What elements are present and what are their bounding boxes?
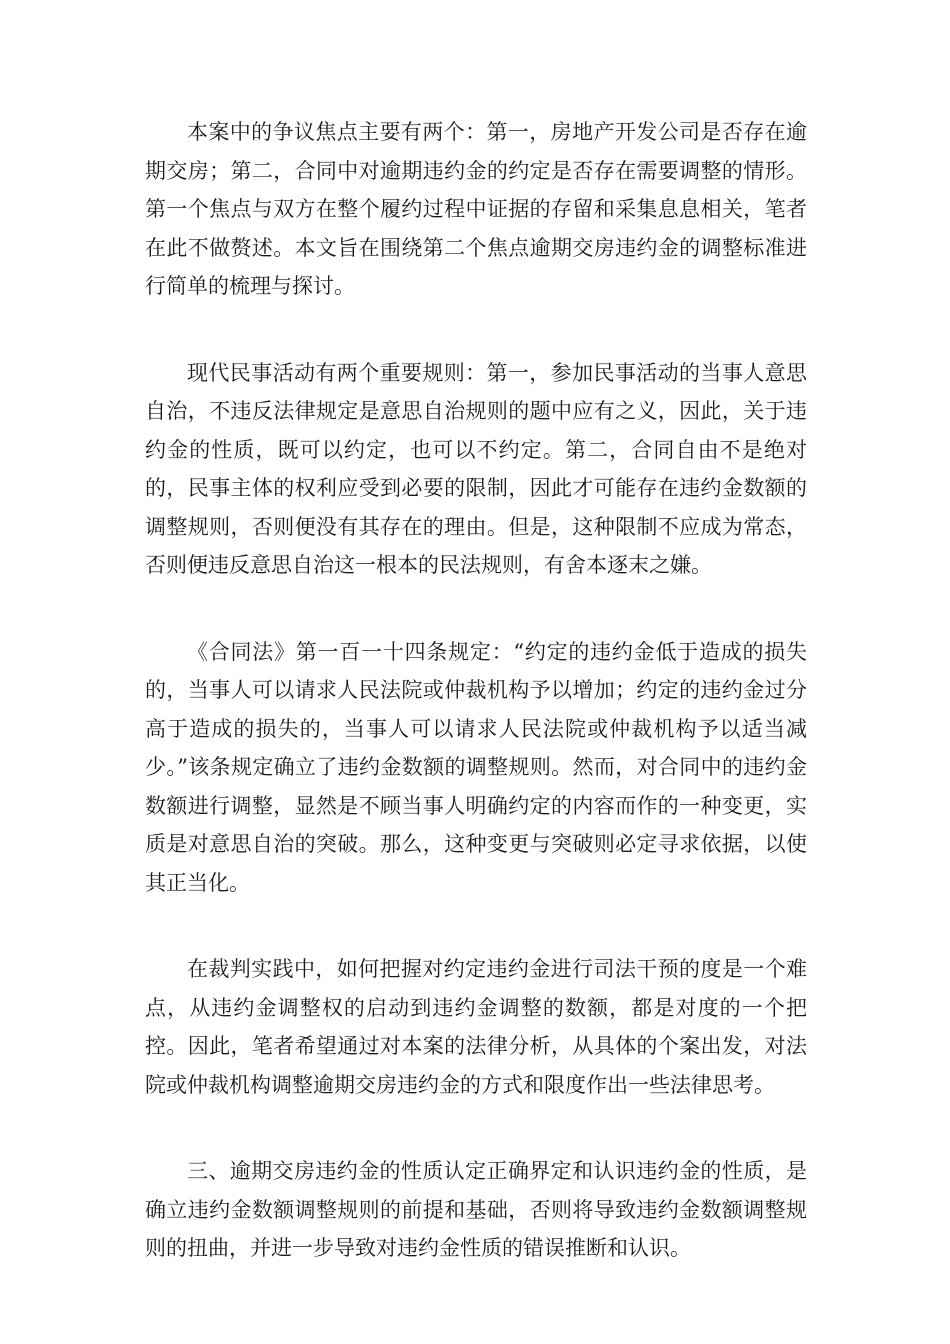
paragraph-judicial-practice: 在裁判实践中，如何把握对约定违约金进行司法干预的度是一个难点，从违约金调整权的启动到违约金调整的数额，都是对度的一个把控。因此，笔者希望通过对本案的法律分析，从具体的个案出发，对法院或仲裁机构调整逾期交房违约金的方式和限度作出一些法律思考。 <box>145 957 807 1097</box>
paragraph-contract-law-article: 《合同法》第一百一十四条规定：“约定的违约金低于造成的损失的，当事人可以请求人民法院或仲裁机构予以增加；约定的违约金过分高于造成的损失的，当事人可以请求人民法院或仲裁机构予以适当减少。”该条规定确立了违约金数额的调整规则。然而，对合同中的违约金数额进行调整，显然是不顾当事人明确约定的内容而作的一种变更，实质是对意思自治的突破。那么，这种变更与突破则必定寻求依据，以使其正当化。 <box>145 639 807 895</box>
paragraph-dispute-focus: 本案中的争议焦点主要有两个：第一，房地产开发公司是否存在逾期交房；第二，合同中对逾期违约金的约定是否存在需要调整的情形。第一个焦点与双方在整个履约过程中证据的存留和采集息息相关，笔者在此不做赘述。本文旨在围绕第二个焦点逾期交房违约金的调整标准进行简单的梳理与探讨。 <box>145 120 807 298</box>
document-page <box>145 113 807 1316</box>
paragraph-section-three: 三、逾期交房违约金的性质认定正确界定和认识违约金的性质，是确立违约金数额调整规则的前提和基础，否则将导致违约金数额调整规则的扭曲，并进一步导致对违约金性质的错误推断和认识。 <box>145 1159 807 1260</box>
paragraph-civil-rules: 现代民事活动有两个重要规则：第一，参加民事活动的当事人意思自治，不违反法律规定是意思自治规则的题中应有之义，因此，关于违约金的性质，既可以约定，也可以不约定。第二，合同自由不是绝对的，民事主体的权利应受到必要的限制，因此才可能存在违约金数额的调整规则，否则便没有其存在的理由。但是，这种限制不应成为常态，否则便违反意思自治这一根本的民法规则，有舍本逐末之嫌。 <box>145 360 807 577</box>
